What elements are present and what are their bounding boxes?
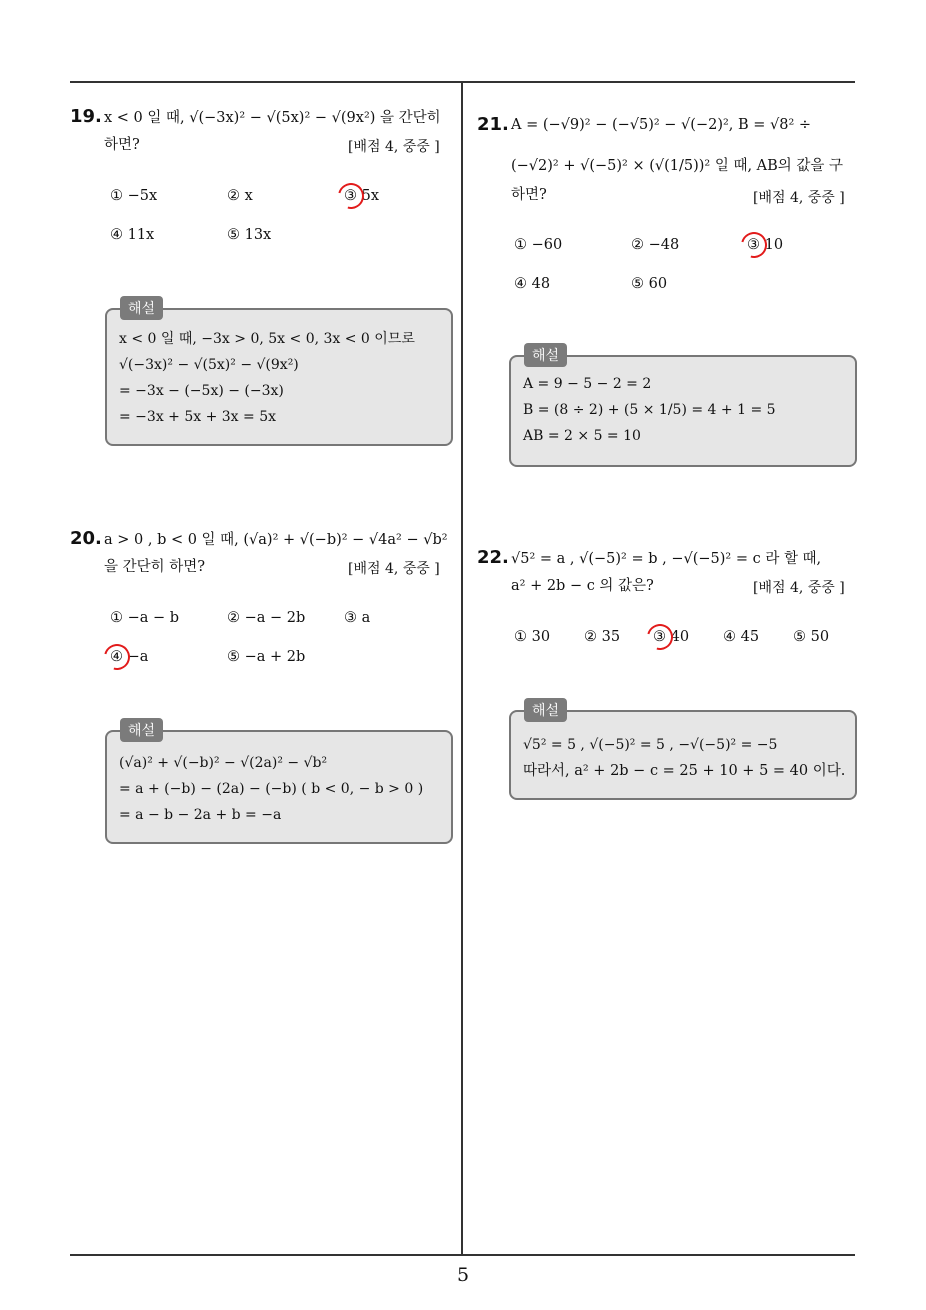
solution-line: (√a)² + √(−b)² − √(2a)² − √b² <box>119 755 328 771</box>
choice-1[interactable]: ① 30 <box>514 629 551 645</box>
question-line: a² + 2b − c 의 값은? <box>511 578 654 594</box>
page-number: 5 <box>456 1264 470 1286</box>
question-line: 하면? <box>511 187 547 203</box>
choice-5[interactable]: ⑤ 60 <box>631 276 668 292</box>
choice-2[interactable]: ② x <box>227 188 253 204</box>
solution-tag: 해설 <box>524 698 567 722</box>
choice-1[interactable]: ① −60 <box>514 237 563 253</box>
solution-tag: 해설 <box>524 343 567 367</box>
answer-mark-icon <box>333 178 369 214</box>
question-line: A = (−√9)² − (−√5)² − √(−2)², B = √8² ÷ <box>511 117 812 133</box>
choice-3[interactable]: ③ 5x <box>344 188 380 204</box>
choice-3[interactable]: ③ 40 <box>653 629 690 645</box>
question-line: a > 0 , b < 0 일 때, (√a)² + √(−b)² − √4a² − √b² <box>104 532 448 548</box>
choice-1[interactable]: ① −5x <box>110 188 158 204</box>
solution-line: A = 9 − 5 − 2 = 2 <box>523 376 652 392</box>
solution-line: = −3x − (−5x) − (−3x) <box>119 383 284 399</box>
solution-box <box>105 730 453 844</box>
question-line: x < 0 일 때, √(−3x)² − √(5x)² − √(9x²) 을 간단히 <box>104 110 441 126</box>
solution-tag: 해설 <box>120 718 163 742</box>
choice-3[interactable]: ③ 10 <box>747 237 784 253</box>
score-label: [배점 4, 중중 ] <box>753 580 845 596</box>
solution-line: √(−3x)² − √(5x)² − √(9x²) <box>119 357 299 373</box>
problem-number: 21. <box>477 114 509 135</box>
question-line: 을 간단히 하면? <box>104 559 206 575</box>
solution-line: 따라서, a² + 2b − c = 25 + 10 + 5 = 40 이다. <box>523 763 846 779</box>
answer-mark-icon <box>99 639 135 675</box>
score-label: [배점 4, 중중 ] <box>348 139 440 155</box>
choice-3[interactable]: ③ a <box>344 610 371 626</box>
solution-line: = a − b − 2a + b = −a <box>119 807 282 823</box>
choice-2[interactable]: ② −48 <box>631 237 680 253</box>
solution-box <box>509 355 857 467</box>
score-label: [배점 4, 중중 ] <box>348 561 440 577</box>
choice-2[interactable]: ② −a − 2b <box>227 610 306 626</box>
solution-line: B = (8 ÷ 2) + (5 × 1/5) = 4 + 1 = 5 <box>523 402 776 418</box>
choice-4[interactable]: ④ 48 <box>514 276 551 292</box>
problem-number: 20. <box>70 528 102 549</box>
solution-line: x < 0 일 때, −3x > 0, 5x < 0, 3x < 0 이므로 <box>119 331 415 347</box>
solution-box <box>509 710 857 800</box>
choice-4[interactable]: ④ 45 <box>723 629 760 645</box>
problem-number: 22. <box>477 547 509 568</box>
question-line: (−√2)² + √(−5)² × (√(1/5))² 일 때, AB의 값을 구 <box>511 158 844 174</box>
solution-box <box>105 308 453 446</box>
choice-4[interactable]: ④ −a <box>110 649 149 665</box>
score-label: [배점 4, 중중 ] <box>753 190 845 206</box>
choice-5[interactable]: ⑤ 13x <box>227 227 272 243</box>
problem-number: 19. <box>70 106 102 127</box>
choice-2[interactable]: ② 35 <box>584 629 621 645</box>
solution-line: √5² = 5 , √(−5)² = 5 , −√(−5)² = −5 <box>523 737 778 753</box>
bottom-rule <box>70 1254 855 1256</box>
solution-tag: 해설 <box>120 296 163 320</box>
question-line: √5² = a , √(−5)² = b , −√(−5)² = c 라 할 때, <box>511 551 822 567</box>
solution-line: AB = 2 × 5 = 10 <box>523 428 641 444</box>
choice-1[interactable]: ① −a − b <box>110 610 180 626</box>
solution-line: = −3x + 5x + 3x = 5x <box>119 409 277 425</box>
solution-line: = a + (−b) − (2a) − (−b) ( b < 0, − b > 0 ) <box>119 781 424 797</box>
choice-5[interactable]: ⑤ −a + 2b <box>227 649 306 665</box>
question-line: 하면? <box>104 137 140 153</box>
answer-mark-icon <box>642 619 678 655</box>
column-divider <box>461 81 463 1256</box>
choice-4[interactable]: ④ 11x <box>110 227 155 243</box>
choice-5[interactable]: ⑤ 50 <box>793 629 830 645</box>
answer-mark-icon <box>736 227 772 263</box>
